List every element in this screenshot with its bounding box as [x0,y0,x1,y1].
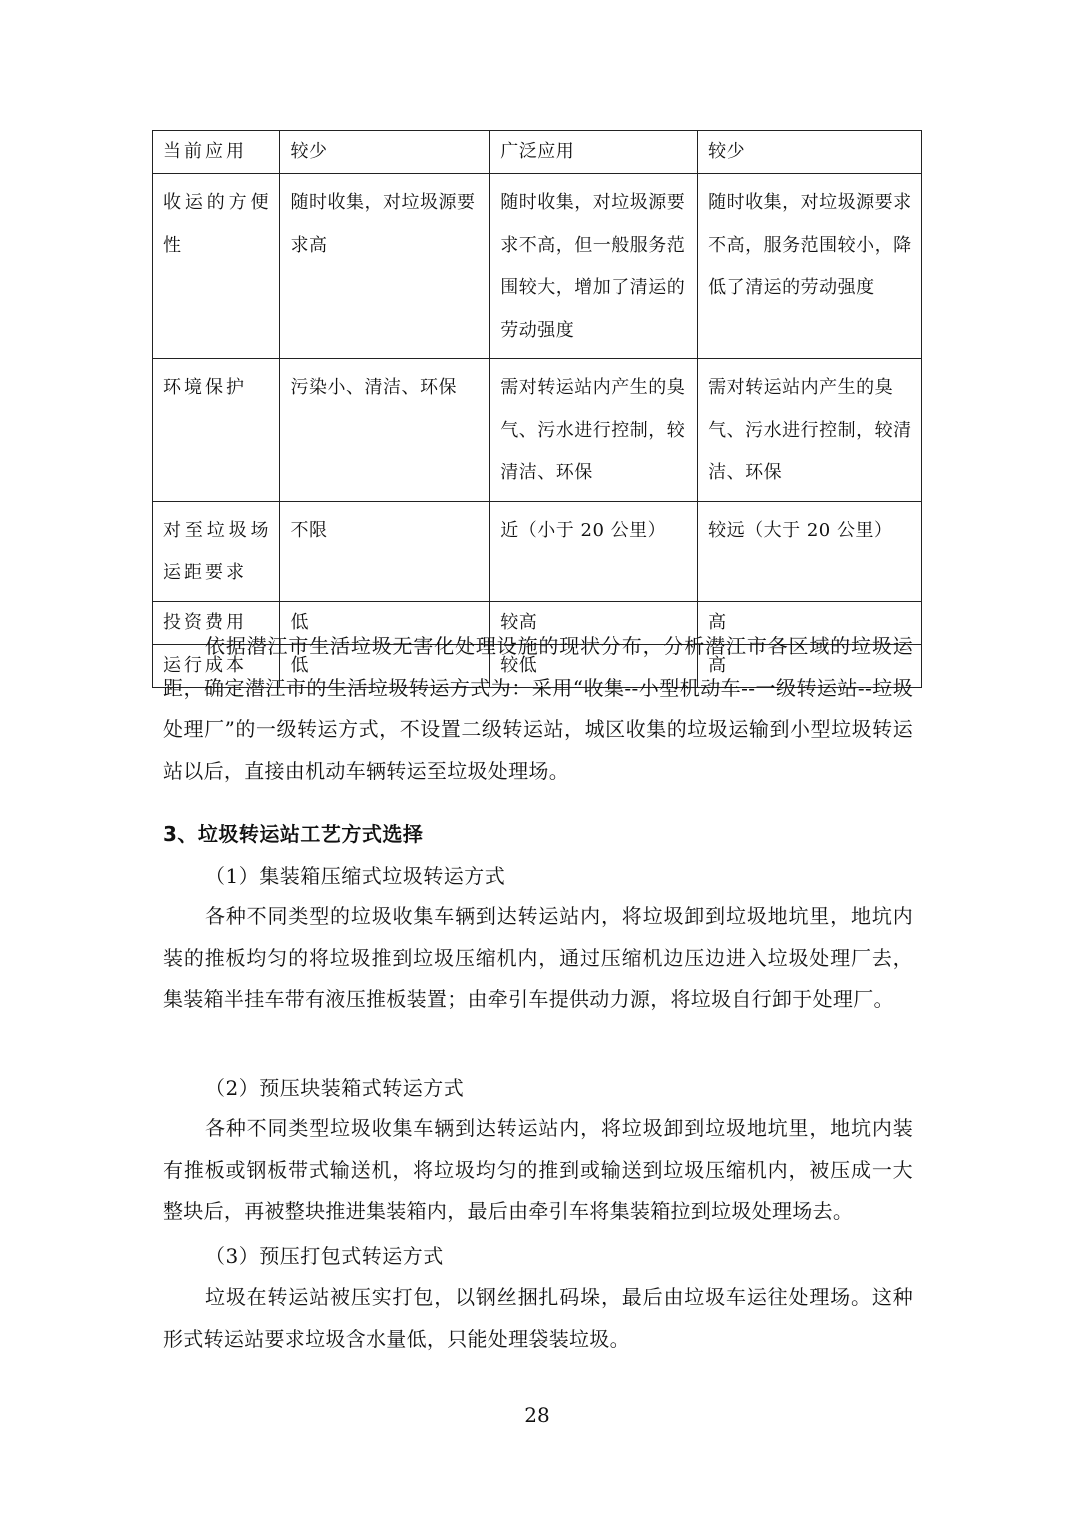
page-number: 28 [524,1403,550,1427]
table-cell: 当前应用 [153,131,280,174]
table-cell: 对至垃圾场运距要求 [153,501,280,601]
body-paragraph: 各种不同类型垃圾收集车辆到达转运站内，将垃圾卸到垃圾地坑里，地坑内装有推板或钢板带式输送机，将垃圾均匀的推到或输送到垃圾压缩机内，被压成一大整块后，再被整块推进集装箱内，最后由牵引车将集装箱拉到垃圾处理场去。 [163,1116,913,1223]
table-cell: 高 [698,601,922,644]
table-cell: 需对转运站内产生的臭气、污水进行控制，较清洁、环保 [490,359,698,502]
table-cell: 广泛应用 [490,131,698,174]
subsection-title: （2）预压块装箱式转运方式 [205,1076,465,1100]
table-row [153,359,922,502]
table-cell: 不限 [280,501,490,601]
table-cell: 收运的方便性 [153,174,280,359]
table-cell: 近（小于 20 公里） [490,501,698,601]
table-cell: 低 [280,644,490,687]
table-cell: 低 [280,601,490,644]
table-cell: 随时收集，对垃圾源要求高 [280,174,490,359]
table-cell: 较少 [280,131,490,174]
table-cell: 随时收集，对垃圾源要求不高，服务范围较小，降低了清运的劳动强度 [698,174,922,359]
table-cell: 随时收集，对垃圾源要求不高，但一般服务范围较大，增加了清运的劳动强度 [490,174,698,359]
table-cell: 污染小、清洁、环保 [280,359,490,502]
table-cell: 需对转运站内产生的臭气、污水进行控制，较清洁、环保 [698,359,922,502]
table-row [153,501,922,601]
body-paragraph: 各种不同类型的垃圾收集车辆到达转运站内，将垃圾卸到垃圾地坑里，地坑内装的推板均匀的将垃圾推到垃圾压缩机内，通过压缩机边压边进入垃圾处理厂去，集装箱半挂车带有液压推板装置；由牵引车提供动力源，将垃圾自行卸于处理厂。 [163,904,913,1011]
section-heading: 3、垃圾转运站工艺方式选择 [163,822,424,846]
body-paragraph: 垃圾在转运站被压实打包，以钢丝捆扎码垛，最后由垃圾车运往处理场。这种形式转运站要求垃圾含水量低，只能处理袋装垃圾。 [163,1285,913,1351]
table-row [153,131,922,174]
comparison-table [152,130,922,688]
table-cell: 较远（大于 20 公里） [698,501,922,601]
subsection-title: （1）集装箱压缩式垃圾转运方式 [205,864,506,888]
subsection-title: （3）预压打包式转运方式 [205,1244,444,1268]
table-cell: 较少 [698,131,922,174]
table-cell: 较高 [490,601,698,644]
table-cell: 投资费用 [153,601,280,644]
table-row [153,174,922,359]
body-paragraph: 依据潜江市生活垃圾无害化处理设施的现状分布，分析潜江市各区域的垃圾运距，确定潜江市的生活垃圾转运方式为：采用“收集--小型机动车--一级转运站--垃圾处理厂”的一级转运方式，不设置二级转运站，城区收集的垃圾运输到小型垃圾转运站以后，直接由机动车辆转运至垃圾处理场。 [163,634,913,783]
table-cell: 高 [698,644,922,687]
table-cell: 较低 [490,644,698,687]
table-cell: 运行成本 [153,644,280,687]
table-cell: 环境保护 [153,359,280,502]
